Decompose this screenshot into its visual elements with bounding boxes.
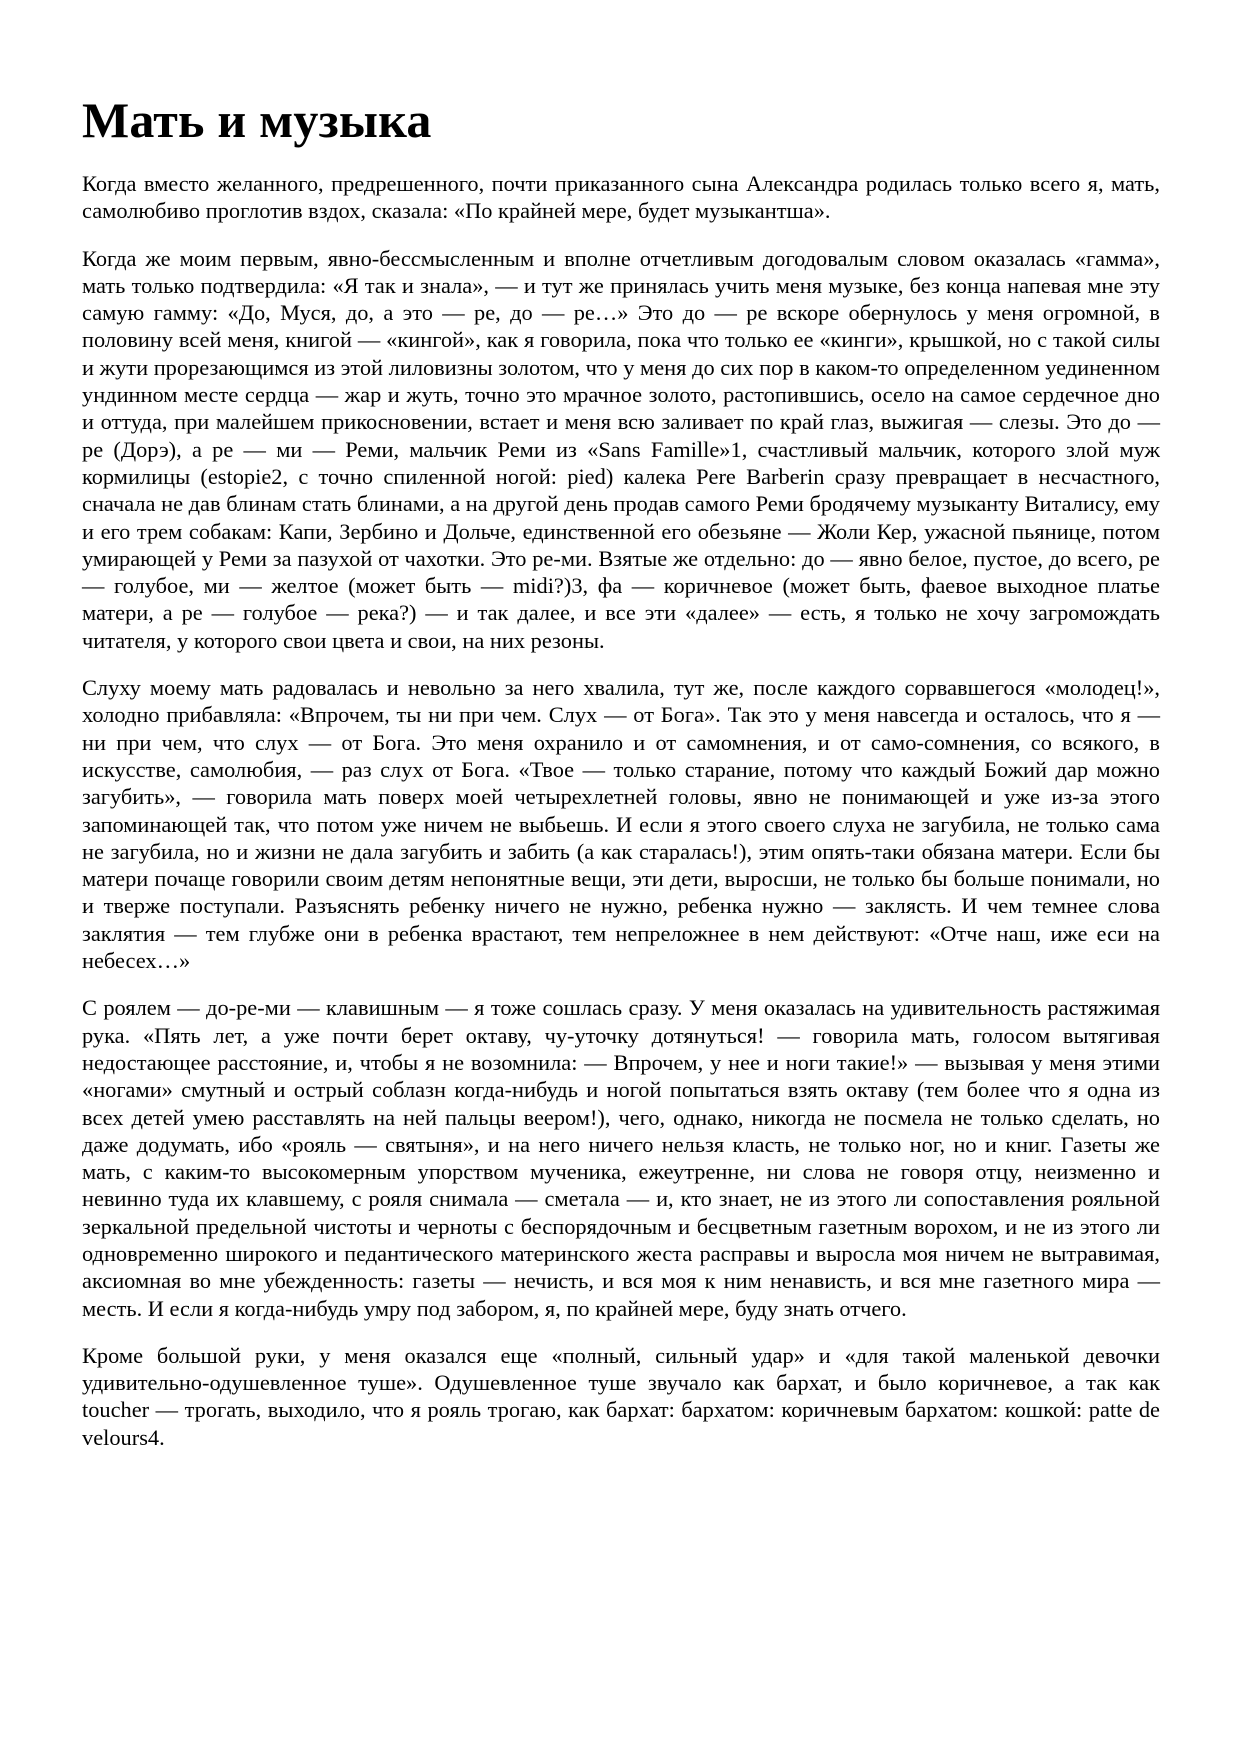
paragraph-3: Слуху моему мать радовалась и невольно за него хвалила, тут же, после каждого сорвавшегося «молодец!», холодно прибавляла: «Впрочем, ты ни при чем. Слух — от Бога». Так это у меня навсегда и осталось, что я — ни при чем, что слух — от Бога. Это меня охранило и от самомнения, и от само-сомнения, со всякого, в искусстве, самолюбия, — раз слух от Бога. «Твое — только старание, потому что каждый Божий дар можно загубить», — говорила мать поверх моей четырехлетней головы, явно не понимающей и уже из-за этого запоминающей так, что потом уже ничем не выбьешь. И если я этого своего слуха не загубила, не только сама не загубила, но и жизни не дала загубить и забить (а как старалась!), этим опять-таки обязана матери. Если бы матери почаще говорили своим детям непонятные вещи, эти дети, выросши, не только бы больше понимали, но и тверже поступали. Разъяснять ребенку ничего не нужно, ребенка нужно — заклясть. И чем темнее слова заклятия — тем глубже они в ребенка врастают, тем непреложнее в нем действуют: «Отче наш, иже еси на небесех…»	[82, 675, 1160, 974]
paragraph-4: С роялем — до-ре-ми — клавишным — я тоже сошлась сразу. У меня оказалась на удивительность растяжимая рука. «Пять лет, а уже почти берет октаву, чу-уточку дотянуться! — говорила мать, голосом вытягивая недостающее расстояние, и, чтобы я не возомнила: — Впрочем, у нее и ноги такие!» — вызывая у меня этими «ногами» смутный и острый соблазн когда-нибудь и ногой попытаться взять октаву (тем более что я одна из всех детей умею расставлять на ней пальцы веером!), чего, однако, никогда не посмела не только сделать, но даже додумать, ибо «рояль — святыня», и на него ничего нельзя класть, не только ног, но и книг. Газеты же мать, с каким-то высокомерным упорством мученика, ежеутренне, ни слова не говоря отцу, неизменно и невинно туда их клавшему, с рояля снимала — сметала — и, кто знает, не из этого ли сопоставления рояльной зеркальной предельной чистоты и черноты с беспорядочным и бесцветным газетным ворохом, и не из этого ли одновременно широкого и педантического материнского жеста расправы и выросла моя ничем не вытравимая, аксиомная во мне убежденность: газеты — нечисть, и вся моя к ним ненависть, и вся мне газетного мира — месть. И если я когда-нибудь умру под забором, я, по крайней мере, буду знать отчего.	[82, 995, 1160, 1321]
paragraph-2: Когда же моим первым, явно-бессмысленным и вполне отчетливым догодовалым словом оказалась «гамма», мать только подтвердила: «Я так и знала», — и тут же принялась учить меня музыке, без конца напевая мне эту самую гамму: «До, Муся, до, а это — ре, до — ре…» Это до — ре вскоре обернулось у меня огромной, в половину всей меня, книгой — «кингой», как я говорила, пока что только ее «кинги», крышкой, но с такой силы и жути прорезающимся из этой лиловизны золотом, что у меня до сих пор в каком-то определенном уединенном ундинном месте сердца — жар и жуть, точно это мрачное золото, растопившись, осело на самое сердечное дно и оттуда, при малейшем прикосновении, встает и меня всю заливает по край глаз, выжигая — слезы. Это до — ре (Дорэ), а ре — ми — Реми, мальчик Реми из «Sans Famille»1, счастливый мальчик, которого злой муж кормилицы (estopie2, с точно спиленной ногой: pied) калека Pere Barberin сразу превращает в несчастного, сначала не дав блинам стать блинами, а на другой день продав самого Реми бродячему музыканту Виталису, ему и его трем собакам: Капи, Зербино и Дольче, единственной его обезьяне — Жоли Кер, ужасной пьянице, потом умирающей у Реми за пазухой от чахотки. Это ре-ми. Взятые же отдельно: до — явно белое, пустое, до всего, ре — голубое, ми — желтое (может быть — midi?)3, фа — коричневое (может быть, фаевое выходное платье матери, а ре — голубое — река?) — и так далее, и все эти «далее» — есть, я только не хочу загромождать читателя, у которого свои цвета и свои, на них резоны.	[82, 245, 1160, 653]
paragraph-1: Когда вместо желанного, предрешенного, почти приказанного сына Александра родилась только всего я, мать, самолюбиво проглотив вздох, сказала: «По крайней мере, будет музыкантша».	[82, 171, 1160, 224]
document-page	[82, 0, 1160, 1451]
document-title: Мать и музыка	[82, 92, 432, 148]
paragraph-5: Кроме большой руки, у меня оказался еще «полный, сильный удар» и «для такой маленькой девочки удивительно-одушевленное туше». Одушевленное туше звучало как бархат, и было коричневое, а так как toucher — трогать, выходило, что я рояль трогаю, как бархат: бархатом: коричневым бархатом: кошкой: patte de velours4.	[82, 1342, 1160, 1450]
